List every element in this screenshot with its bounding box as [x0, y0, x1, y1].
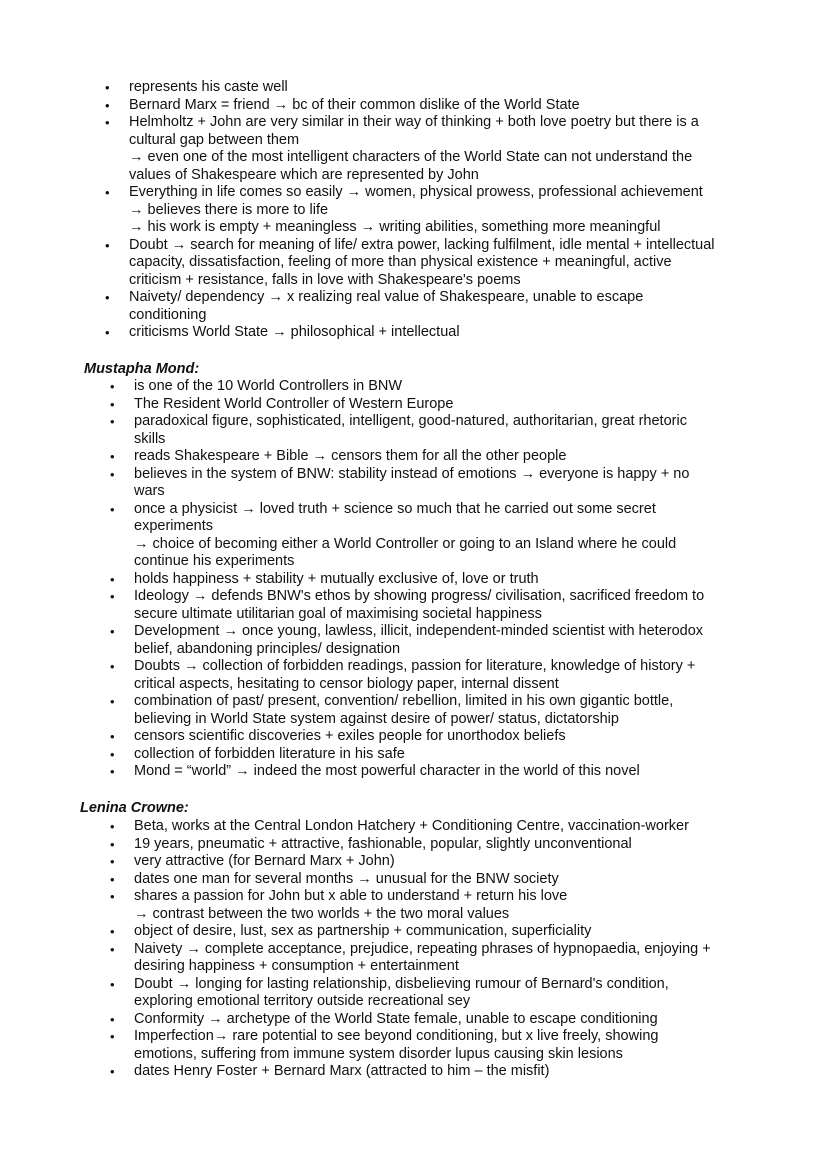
list-item-line: • dates one man for several months → unusual for the BNW society	[134, 870, 559, 887]
list-item-line: • criticisms World State → philosophical + intellectual	[129, 324, 460, 340]
list-item	[129, 237, 715, 290]
list-item-line: capacity, dissatisfaction, feeling of more than physical existence + meaningful, active	[129, 254, 672, 270]
list-item-line: • 19 years, pneumatic + attractive, fashionable, popular, slightly unconventional	[134, 835, 632, 852]
list-item	[134, 818, 711, 836]
bullet-list-mustapha-mond	[134, 378, 704, 781]
list-item-line: emotions, suffering from immune system disorder lupus causing skin lesions	[134, 1045, 623, 1062]
list-item-line: → contrast between the two worlds + the two moral values	[134, 905, 510, 922]
list-item-line: • Naivety → complete acceptance, prejudice, repeating phrases of hypnopaedia, enjoying +	[134, 940, 711, 957]
list-item	[134, 466, 704, 501]
list-item-line: wars	[134, 483, 165, 499]
list-item	[134, 746, 704, 764]
list-item-line: desiring happiness + consumption + entertainment	[134, 958, 459, 974]
list-item	[134, 888, 711, 923]
list-item-line: → his work is empty + meaningless → writing abilities, something more meaningful	[129, 219, 661, 235]
list-item-line: • Development → once young, lawless, illicit, independent-minded scientist with heterodox	[134, 623, 704, 639]
list-item	[134, 413, 704, 448]
list-item-line: • object of desire, lust, sex as partnership + communication, superficiality	[134, 923, 592, 939]
list-item-line: critical aspects, hesitating to censor biology paper, internal dissent	[134, 675, 559, 692]
list-item-line: believing in World State system against desire of power/ status, dictatorship	[134, 710, 619, 727]
list-item	[134, 853, 711, 871]
list-item	[134, 1063, 711, 1081]
list-item	[129, 79, 715, 97]
list-item-line: • Mond = “world” → indeed the most powerful character in the world of this novel	[134, 763, 640, 779]
list-item	[129, 184, 715, 237]
list-item-line: criticism + resistance, falls in love with Shakespeare's poems	[129, 271, 521, 288]
list-item-line: • reads Shakespeare + Bible → censors them for all the other people	[134, 448, 567, 464]
list-item-line: skills	[134, 430, 166, 447]
list-item-line: • Conformity → archetype of the World State female, unable to escape conditioning	[134, 1010, 658, 1027]
list-item-line: • Beta, works at the Central London Hatchery + Conditioning Centre, vaccination-worker	[134, 818, 689, 834]
list-item-line: • The Resident World Controller of Western Europe	[134, 395, 454, 412]
list-item	[134, 378, 704, 396]
list-item-line: • collection of forbidden literature in his safe	[134, 745, 405, 762]
list-item	[134, 588, 704, 623]
list-item	[129, 289, 715, 324]
list-item-line: • very attractive (for Bernard Marx + John)	[134, 853, 395, 869]
list-item-line: conditioning	[129, 306, 207, 323]
list-item	[129, 97, 715, 115]
list-item-line: • Doubt → longing for lasting relationship, disbelieving rumour of Bernard's condition,	[134, 975, 669, 992]
list-item	[134, 728, 704, 746]
list-item-line: • Bernard Marx = friend → bc of their common dislike of the World State	[129, 96, 580, 113]
list-item	[134, 1011, 711, 1029]
list-item	[129, 114, 715, 184]
list-item-line: • Helmholtz + John are very similar in their way of thinking + both love poetry but there is a	[129, 114, 699, 130]
list-item	[134, 976, 711, 1011]
list-item-line: • believes in the system of BNW: stability instead of emotions → everyone is happy + no	[134, 465, 690, 482]
list-item-line: values of Shakespeare which are represented by John	[129, 166, 479, 183]
section-heading-mustapha-mond: Mustapha Mond:	[84, 361, 200, 377]
list-item-line: • Ideology → defends BNW's ethos by showing progress/ civilisation, sacrificed freedom to	[134, 588, 705, 604]
list-item	[134, 1028, 711, 1063]
list-item	[134, 923, 711, 941]
section-heading-lenina-crowne: Lenina Crowne:	[80, 800, 189, 816]
list-item-line: experiments	[134, 518, 213, 534]
list-item-line: • is one of the 10 World Controllers in BNW	[134, 378, 403, 394]
bullet-list-lenina-crowne	[134, 818, 711, 1081]
list-item	[134, 763, 704, 781]
list-item-line: → even one of the most intelligent characters of the World State can not understand the	[129, 149, 693, 165]
list-item	[134, 448, 704, 466]
list-item-line: • Doubt → search for meaning of life/ extra power, lacking fulfilment, idle mental + intellectual	[129, 236, 715, 253]
bullet-list-helmholtz	[129, 79, 715, 342]
list-item-line: • paradoxical figure, sophisticated, intelligent, good-natured, authoritarian, great rhetoric	[134, 413, 687, 429]
list-item-line: → choice of becoming either a World Controller or going to an Island where he could	[134, 535, 677, 552]
list-item-line: • once a physicist → loved truth + science so much that he carried out some secret	[134, 500, 656, 517]
list-item-line: • holds happiness + stability + mutually exclusive of, love or truth	[134, 570, 539, 587]
list-item-line: cultural gap between them	[129, 131, 300, 148]
list-item	[134, 941, 711, 976]
list-item	[134, 658, 704, 693]
list-item	[134, 501, 704, 571]
list-item-line: exploring emotional territory outside recreational sey	[134, 993, 471, 1009]
list-item-line: • shares a passion for John but x able to understand + return his love	[134, 888, 568, 904]
list-item-line: continue his experiments	[134, 553, 295, 569]
list-item-line: belief, abandoning principles/ designation	[134, 640, 401, 657]
list-item	[134, 836, 711, 854]
list-item-line: • combination of past/ present, convention/ rebellion, limited in his own gigantic bottle,	[134, 693, 674, 709]
list-item	[134, 871, 711, 889]
list-item	[134, 571, 704, 589]
list-item-line: • represents his caste well	[129, 79, 288, 95]
list-item	[134, 623, 704, 658]
list-item-line: • Doubts → collection of forbidden readings, passion for literature, knowledge of history +	[134, 658, 696, 674]
list-item-line: → believes there is more to life	[129, 201, 329, 218]
list-item	[129, 324, 715, 342]
list-item-line: secure ultimate utilitarian goal of maximising societal happiness	[134, 605, 542, 622]
list-item	[134, 693, 704, 728]
list-item-line: • Imperfection→ rare potential to see beyond conditioning, but x live freely, showing	[134, 1028, 659, 1044]
list-item-line: • censors scientific discoveries + exiles people for unorthodox beliefs	[134, 728, 566, 744]
list-item-line: • dates Henry Foster + Bernard Marx (attracted to him – the misfit)	[134, 1063, 550, 1079]
list-item-line: • Everything in life comes so easily → women, physical prowess, professional achievement	[129, 184, 703, 200]
list-item	[134, 396, 704, 414]
list-item-line: • Naivety/ dependency → x realizing real value of Shakespeare, unable to escape	[129, 289, 644, 305]
